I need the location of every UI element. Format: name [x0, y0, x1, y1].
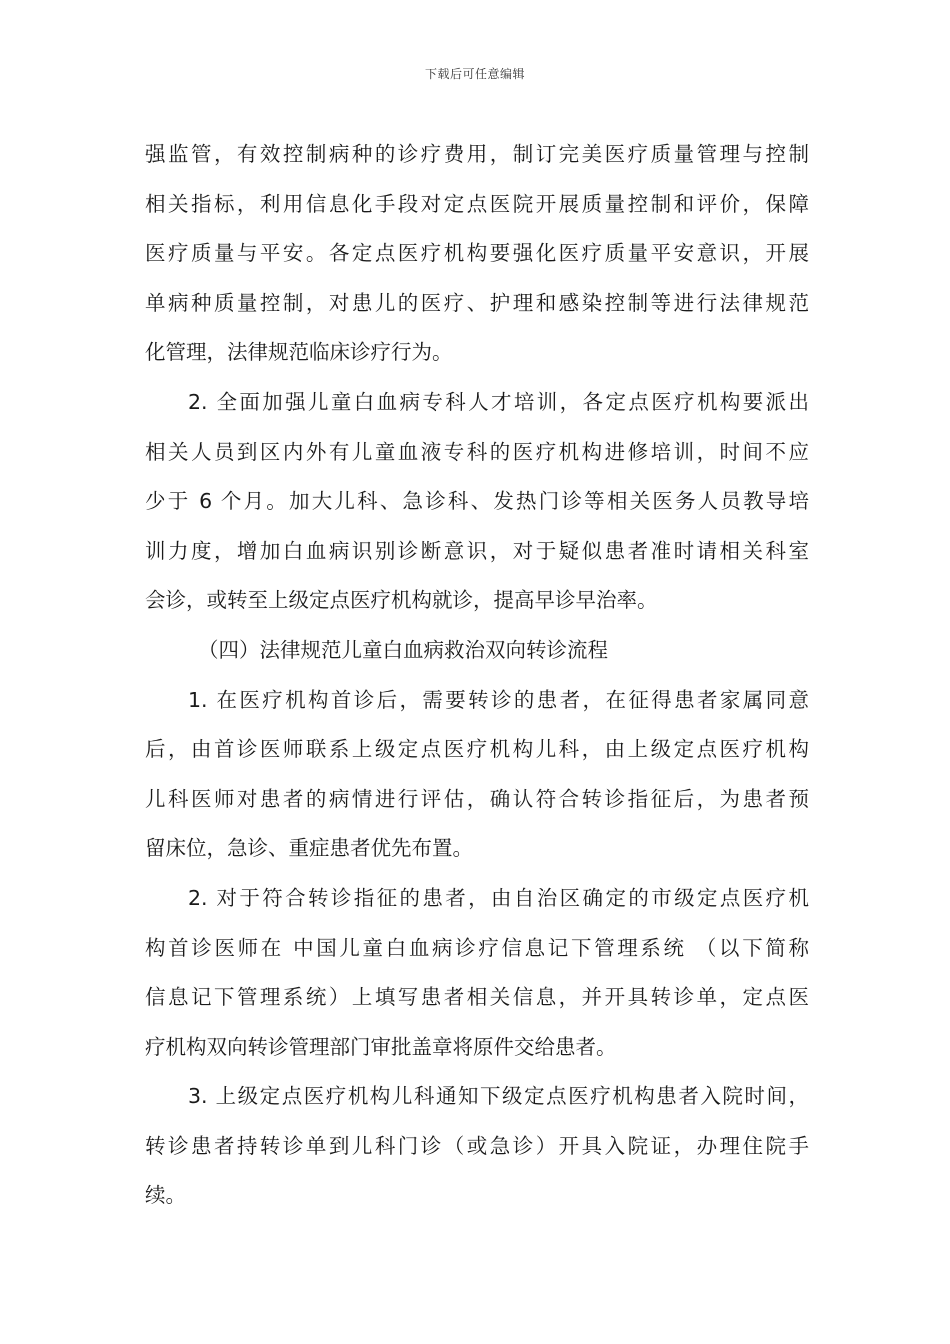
section-heading: （四）法律规范儿童白血病救治双向转诊流程 — [198, 637, 608, 662]
text-line: 少于 6 个月。加大儿科、急诊科、发热门诊等相关医务人员教导培 — [145, 489, 809, 514]
text-line: 后，由首诊医师联系上级定点医疗机构儿科，由上级定点医疗机构 — [145, 737, 809, 762]
text-line: 医疗质量与平安。各定点医疗机构要强化医疗质量平安意识，开展 — [145, 241, 809, 266]
text-line: 构首诊医师在 中国儿童白血病诊疗信息记下管理系统 （以下简称 — [145, 935, 809, 960]
text-line: 相关指标，利用信息化手段对定点医院开展质量控制和评价，保障 — [145, 191, 809, 216]
text-line: 相关人员到区内外有儿童血液专科的医疗机构进修培训，时间不应 — [145, 439, 809, 464]
document-body — [145, 130, 809, 1221]
page-header: 下载后可任意编辑 — [424, 67, 525, 81]
text-line: 2. 全面加强儿童白血病专科人才培训，各定点医疗机构要派出 — [188, 389, 809, 414]
text-line: 化管理，法律规范临床诊疗行为。 — [145, 340, 453, 365]
text-line: 儿科医师对患者的病情进行评估，确认符合转诊指征后，为患者预 — [145, 786, 809, 811]
text-line: 训力度，增加白血病识别诊断意识，对于疑似患者准时请相关科室 — [145, 538, 809, 563]
text-line: 会诊，或转至上级定点医疗机构就诊，提高早诊早治率。 — [145, 588, 658, 613]
text-line: 强监管，有效控制病种的诊疗费用，制订完美医疗质量管理与控制 — [145, 142, 809, 166]
text-line: 单病种质量控制，对患儿的医疗、护理和感染控制等进行法律规范 — [145, 290, 809, 315]
text-line: 留床位，急诊、重症患者优先布置。 — [145, 836, 473, 861]
text-line: 信息记下管理系统）上填写患者相关信息，并开具转诊单，定点医 — [145, 985, 809, 1010]
text-line: 2. 对于符合转诊指征的患者，由自治区确定的市级定点医疗机 — [188, 885, 809, 910]
text-line: 3. 上级定点医疗机构儿科通知下级定点医疗机构患者入院时间， — [188, 1084, 809, 1109]
text-line: 疗机构双向转诊管理部门审批盖章将原件交给患者。 — [145, 1034, 617, 1059]
text-line: 1. 在医疗机构首诊后，需要转诊的患者，在征得患者家属同意 — [188, 687, 809, 712]
text-line: 转诊患者持转诊单到儿科门诊（或急诊）开具入院证，办理住院手 — [145, 1133, 809, 1158]
text-line: 续。 — [145, 1183, 186, 1208]
